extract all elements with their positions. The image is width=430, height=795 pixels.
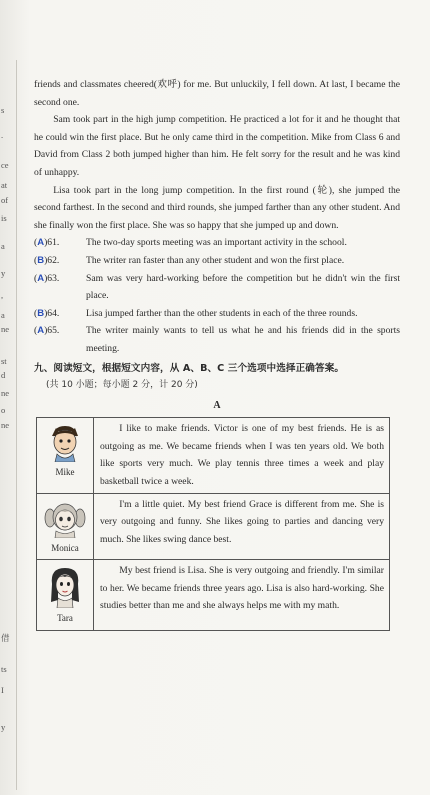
passage-letter: A [213,399,221,411]
paragraph-1: friends and classmates cheered(欢呼) for me. But unluckily, I fell down. At last, I became the second one. [34,79,400,108]
girl-pigtails-avatar-icon [44,498,86,538]
answer-mark: A [37,325,45,337]
margin-fragment: a [1,310,5,320]
margin-fragment: . [1,130,4,140]
person-text: I like to make friends. Victor is one of my best friends. He is as outgoing as me. We became friends when I was ten years old. We both like sports very much. We play tennis three times a week and play basketball twice a week. [94,418,390,493]
person-text: My best friend is Lisa. She is very outgoing and friendly. I'm similar to her. We became friends three years ago. Lisa is also hard-working. She studies better than me and she always helps me with my math. [94,560,390,631]
question-text: Lisa jumped farther than the other students in each of the three rounds. [86,307,358,319]
girl-longhair-avatar-icon [46,564,84,608]
avatar-cell [37,493,94,560]
margin-fragment: of [1,195,9,205]
boy-avatar-icon [47,422,83,462]
section-subheading: (共 10 小题；每小题 2 分，计 20 分) [46,380,198,391]
true-false-questions [34,234,400,357]
margin-fragment: s [1,105,5,115]
answer-mark: B [37,307,45,319]
page-content [34,76,400,631]
margin-fragment: a [1,241,5,251]
section-heading: 九、阅读短文，根据短文内容，从 A、B、C 三个选项中选择正确答案。 [34,362,345,374]
question-text: The writer mainly wants to tell us what he and his friends did in the sports meeting. [86,325,400,354]
avatar-cell [37,418,94,493]
margin-fragment: at [1,180,8,190]
margin-fragment: ne [1,388,10,398]
question-65: (A)65. The writer mainly wants to tell us what he and his friends did in the sports meeting. [34,322,400,357]
binding-gutter [16,60,17,790]
margin-fragment: ne [1,324,10,334]
margin-fragment: is [1,213,7,223]
question-text: Sam was very hard-working before the competition but he didn't win the first place. [86,272,400,302]
margin-fragment: , [1,290,4,300]
friends-table [36,417,390,631]
margin-fragment: y [1,268,6,278]
question-61: (A)61. The two-day sports meeting was an important activity in the school. [34,234,400,252]
paragraph-lisa: Lisa took part in the long jump competition. In the first round (轮), she jumped the second farthest. In the second and third rounds, she jumped farther than any other student. And she finally won the first place. She was so happy that she jumped up and down. [34,184,400,231]
table-row [37,418,390,493]
margin-fragment: 借 [1,633,10,643]
avatar-cell [37,560,94,631]
person-name: Monica [51,542,79,553]
table-row [37,493,390,560]
answer-mark: A [37,237,45,249]
answer-mark: A [37,272,45,284]
question-64: (B)64. Lisa jumped farther than the other students in each of the three rounds. [34,305,400,323]
margin-fragment: y [1,722,6,732]
person-name: Tara [57,613,73,624]
question-63: (A)63. Sam was very hard-working before the competition but he didn't win the first place. [34,270,400,305]
margin-fragment: ce [1,160,9,170]
margin-fragment: ne [1,420,10,430]
question-text: The two-day sports meeting was an important activity in the school. [86,237,347,249]
margin-fragment: I [1,685,4,695]
table-row [37,560,390,631]
paragraph-sam: Sam took part in the high jump competition. He practiced a lot for it and he thought that he could win the first place. But he only came third in the competition. Mike from Class 6 and David from Class 2 both jumped higher than him. He felt sorry for the result and he was kind of unhappy. [34,114,400,178]
question-text: The writer ran faster than any other student and won the first place. [86,254,345,266]
margin-fragment: o [1,405,6,415]
person-text: I'm a little quiet. My best friend Grace is different from me. She is very outgoing and funny. She likes going to parties and dancing very much. She likes swing dance best. [94,493,390,560]
answer-mark: B [37,254,45,266]
margin-fragment: d [1,370,6,380]
person-name: Mike [55,467,75,478]
margin-fragment: st [1,356,7,366]
margin-fragment: ts [1,664,7,674]
question-62: (B)62. The writer ran faster than any other student and won the first place. [34,252,400,270]
